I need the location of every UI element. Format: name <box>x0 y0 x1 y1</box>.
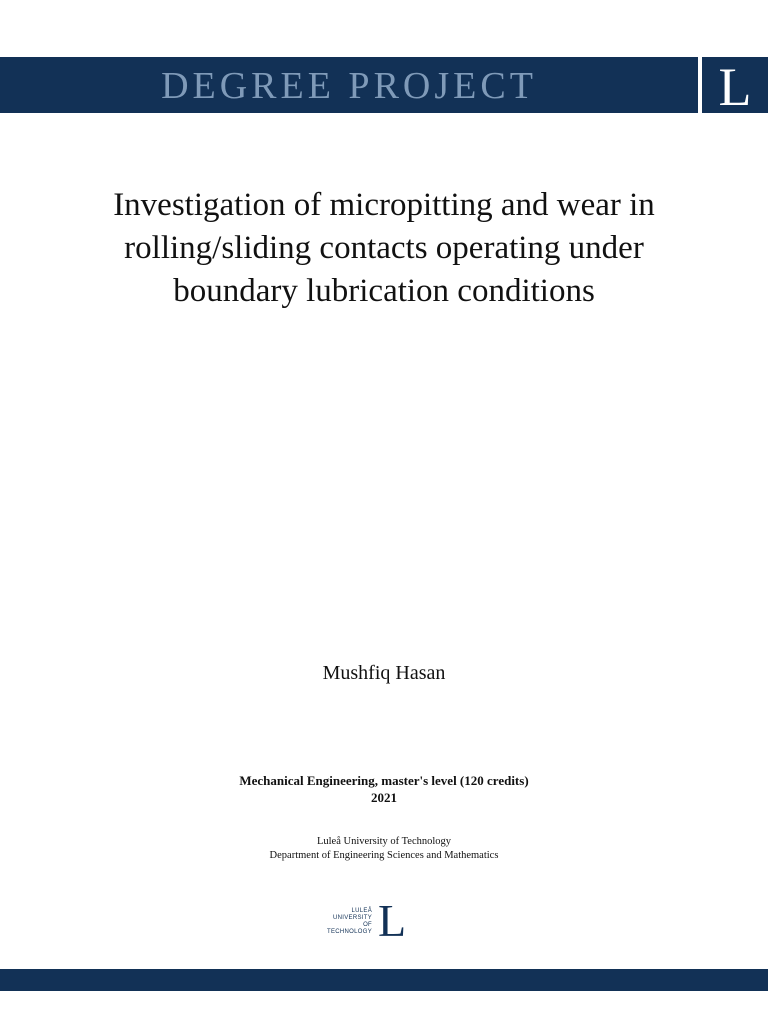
program-level: Mechanical Engineering, master's level (120 credits) <box>239 773 529 788</box>
thesis-title: Investigation of micropitting and wear in rolling/sliding contacts operating under boundary lubrication conditions <box>113 187 655 309</box>
bottom-university-logo <box>327 895 424 950</box>
institution-info <box>0 835 768 863</box>
department-name: Department of Engineering Sciences and Mathematics <box>269 850 499 861</box>
university-logo-box <box>702 57 768 117</box>
bottom-logo-wordmark <box>327 908 372 936</box>
footer-band <box>0 969 768 991</box>
bottom-logo-line-1: LULEÅ <box>351 908 372 914</box>
header-title: DEGREE PROJECT <box>161 65 537 107</box>
bottom-logo-letter: L <box>378 895 407 946</box>
university-logo-letter: L <box>718 57 752 117</box>
header-band <box>0 57 698 113</box>
bottom-logo-line-3: OF TECHNOLOGY <box>327 922 373 935</box>
bottom-logo-line-2: UNIVERSITY <box>332 915 372 921</box>
author-name: Mushfiq Hasan <box>322 662 446 684</box>
program-year: 2021 <box>371 790 397 805</box>
university-name: Luleå University of Technology <box>316 836 452 847</box>
program-info <box>0 772 768 806</box>
